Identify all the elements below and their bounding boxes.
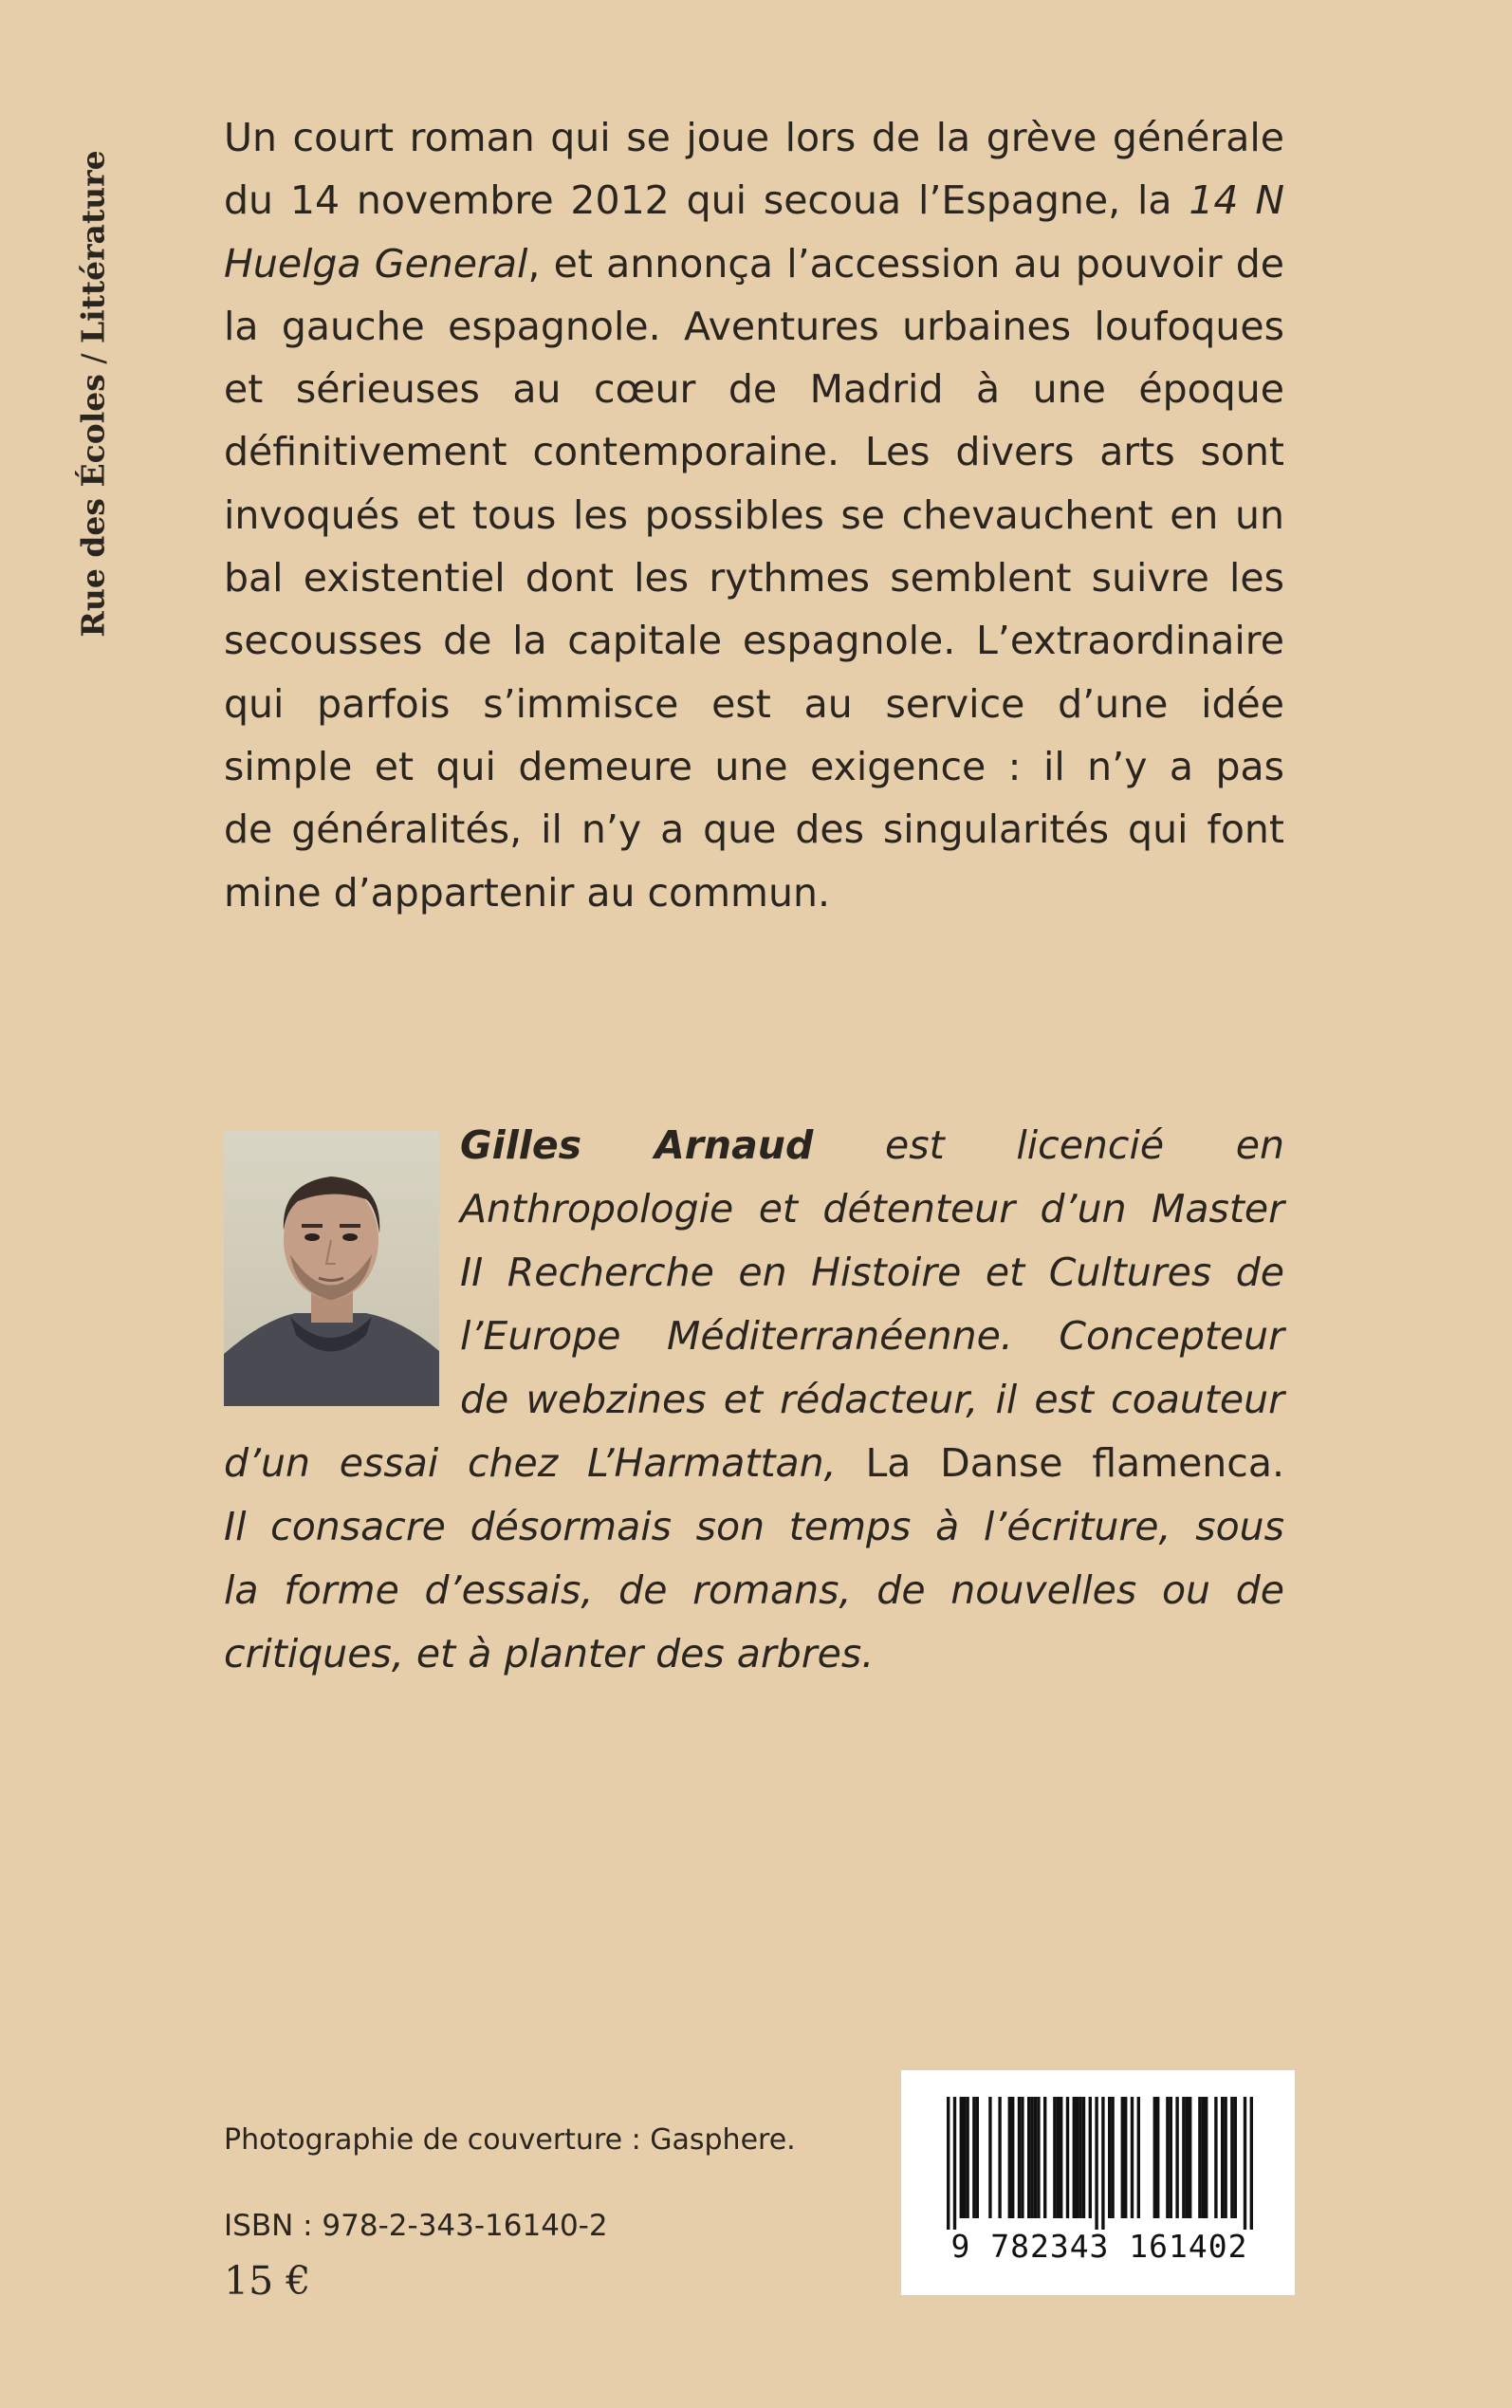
barcode-bar bbox=[953, 2097, 956, 2230]
barcode-bar bbox=[1073, 2097, 1076, 2218]
barcode-bar bbox=[1124, 2097, 1127, 2218]
summary-text: simple et qui demeure une exigence : il n’y a pas bbox=[224, 743, 1284, 789]
barcode-bar bbox=[1186, 2097, 1189, 2218]
barcode-bar bbox=[1057, 2097, 1060, 2218]
barcode-bar bbox=[1166, 2097, 1169, 2218]
summary-text: mine d’appartenir au commun. bbox=[224, 869, 831, 916]
barcode-bar bbox=[1244, 2097, 1246, 2230]
barcode-bar bbox=[1182, 2097, 1185, 2218]
bio-book-title: La Danse flamenca. bbox=[836, 1440, 1284, 1486]
barcode-bar bbox=[1153, 2097, 1156, 2218]
barcode-bar bbox=[1095, 2097, 1097, 2230]
summary-italic-title: Huelga General bbox=[224, 240, 528, 287]
bio-text: de webzines et rédacteur, il est coauteur bbox=[460, 1377, 1284, 1422]
bio-line bbox=[460, 1177, 1284, 1241]
bio-text: d’un essai chez L’Harmattan, bbox=[224, 1440, 837, 1486]
barcode-bar bbox=[1131, 2097, 1134, 2218]
barcode-bar bbox=[1082, 2097, 1085, 2218]
bio-line bbox=[460, 1368, 1284, 1432]
summary-line bbox=[224, 546, 1284, 609]
bio-line bbox=[460, 1114, 1284, 1177]
barcode-bar bbox=[1121, 2097, 1124, 2218]
collection-category: Littérature bbox=[74, 150, 112, 344]
price-label: 15 € bbox=[224, 2258, 311, 2304]
summary-line bbox=[224, 358, 1284, 420]
barcode-bar bbox=[1221, 2097, 1224, 2218]
barcode-bar bbox=[1066, 2097, 1069, 2218]
collection-name: Rue des Écoles bbox=[74, 374, 112, 638]
barcode-bar bbox=[1214, 2097, 1217, 2218]
summary-line bbox=[224, 169, 1284, 232]
barcode-bar bbox=[988, 2097, 991, 2218]
author-name: Gilles Arnaud bbox=[460, 1122, 814, 1168]
bio-line bbox=[224, 1495, 1284, 1559]
barcode-bar bbox=[1101, 2097, 1104, 2230]
summary-text: , et annonça l’accession au pouvoir de bbox=[527, 240, 1284, 287]
barcode-bar bbox=[1156, 2097, 1159, 2218]
summary-text: invoqués et tous les possibles se chevauchent en un bbox=[224, 491, 1284, 538]
barcode-bar bbox=[1202, 2097, 1205, 2218]
barcode-bar bbox=[1034, 2097, 1037, 2218]
summary-line bbox=[224, 609, 1284, 672]
barcode-bar bbox=[1189, 2097, 1191, 2218]
barcode-bar bbox=[1037, 2097, 1040, 2218]
summary-text: et sérieuses au cœur de Madrid à une époque bbox=[224, 366, 1284, 413]
barcode-bar bbox=[1108, 2097, 1111, 2218]
summary-text: de généralités, il n’y a que des singularités qui font bbox=[224, 806, 1284, 853]
barcode-bar bbox=[998, 2097, 1001, 2218]
barcode-bar bbox=[947, 2097, 950, 2230]
barcode-bars bbox=[932, 2097, 1264, 2230]
barcode-bar bbox=[1021, 2097, 1023, 2218]
bio-text: Anthropologie et détenteur d’un Master bbox=[460, 1186, 1284, 1232]
barcode-bar bbox=[1230, 2097, 1233, 2218]
summary-italic-title: 14 N bbox=[1189, 177, 1284, 224]
summary-line bbox=[224, 735, 1284, 798]
summary-text: du 14 novembre 2012 qui secoua l’Espagne, la bbox=[224, 177, 1189, 224]
collection-separator: / bbox=[74, 343, 112, 375]
book-summary bbox=[224, 106, 1284, 924]
barcode-bar bbox=[1008, 2097, 1011, 2218]
barcode-bar bbox=[1011, 2097, 1014, 2218]
barcode-bar bbox=[1137, 2097, 1140, 2218]
bio-line bbox=[224, 1432, 1284, 1495]
barcode-bar bbox=[1234, 2097, 1237, 2218]
barcode-bar bbox=[1076, 2097, 1079, 2218]
barcode-bar bbox=[1060, 2097, 1062, 2218]
bio-text: l’Europe Méditerranéenne. Concepteur bbox=[460, 1313, 1284, 1359]
bio-text: critiques, et à planter des arbres. bbox=[224, 1631, 875, 1676]
author-bio bbox=[224, 1114, 1284, 1686]
cover-photo-credit: Photographie de couverture : Gasphere. bbox=[224, 2123, 796, 2157]
barcode-bar bbox=[960, 2097, 963, 2218]
summary-line bbox=[224, 798, 1284, 861]
bio-text: Il consacre désormais son temps à l’écriture, sous bbox=[224, 1504, 1284, 1549]
bio-line bbox=[460, 1241, 1284, 1305]
barcode-bar bbox=[1027, 2097, 1030, 2218]
summary-text: bal existentiel dont les rythmes semblent suivre les bbox=[224, 555, 1284, 602]
summary-line bbox=[224, 673, 1284, 735]
barcode bbox=[901, 2070, 1295, 2295]
barcode-bar bbox=[1030, 2097, 1033, 2218]
barcode-bar bbox=[972, 2097, 975, 2218]
summary-line bbox=[224, 232, 1284, 295]
barcode-bar bbox=[1224, 2097, 1226, 2218]
barcode-bar bbox=[1170, 2097, 1172, 2218]
bio-line bbox=[224, 1559, 1284, 1622]
barcode-bar bbox=[1111, 2097, 1114, 2218]
summary-text: secousses de la capitale espagnole. L’extraordinaire bbox=[224, 618, 1284, 664]
bio-text: la forme d’essais, de romans, de nouvelles ou de bbox=[224, 1567, 1284, 1613]
bio-text: II Recherche en Histoire et Cultures de bbox=[460, 1250, 1284, 1295]
spine-label bbox=[66, 109, 120, 678]
summary-text: Un court roman qui se joue lors de la grève générale bbox=[224, 115, 1284, 160]
bio-text: est licencié en bbox=[813, 1122, 1284, 1168]
barcode-bar bbox=[1250, 2097, 1253, 2230]
barcode-bar bbox=[966, 2097, 968, 2218]
summary-line bbox=[224, 484, 1284, 546]
isbn-number: ISBN : 978-2-343-16140-2 bbox=[224, 2209, 608, 2243]
summary-line bbox=[224, 861, 1284, 924]
summary-text: définitivement contemporaine. Les divers arts sont bbox=[224, 429, 1284, 475]
barcode-bar bbox=[1043, 2097, 1046, 2218]
collection-label bbox=[75, 150, 112, 637]
barcode-digits: 9 782343 161402 bbox=[950, 2228, 1248, 2265]
barcode-bar bbox=[1175, 2097, 1178, 2218]
barcode-bar bbox=[1198, 2097, 1201, 2218]
barcode-bar bbox=[1205, 2097, 1208, 2218]
summary-text: qui parfois s’immisce est au service d’une idée bbox=[224, 680, 1284, 727]
summary-line bbox=[224, 420, 1284, 483]
summary-line bbox=[224, 295, 1284, 358]
barcode-bar bbox=[1018, 2097, 1021, 2218]
barcode-bar bbox=[1079, 2097, 1081, 2218]
barcode-bar bbox=[963, 2097, 966, 2218]
barcode-bar bbox=[1089, 2097, 1092, 2218]
summary-text: la gauche espagnole. Aventures urbaines loufoques bbox=[224, 303, 1284, 349]
bio-line bbox=[460, 1305, 1284, 1368]
barcode-bar bbox=[976, 2097, 979, 2218]
summary-line bbox=[224, 106, 1284, 169]
barcode-bar bbox=[1053, 2097, 1056, 2218]
bio-line bbox=[224, 1622, 1284, 1686]
